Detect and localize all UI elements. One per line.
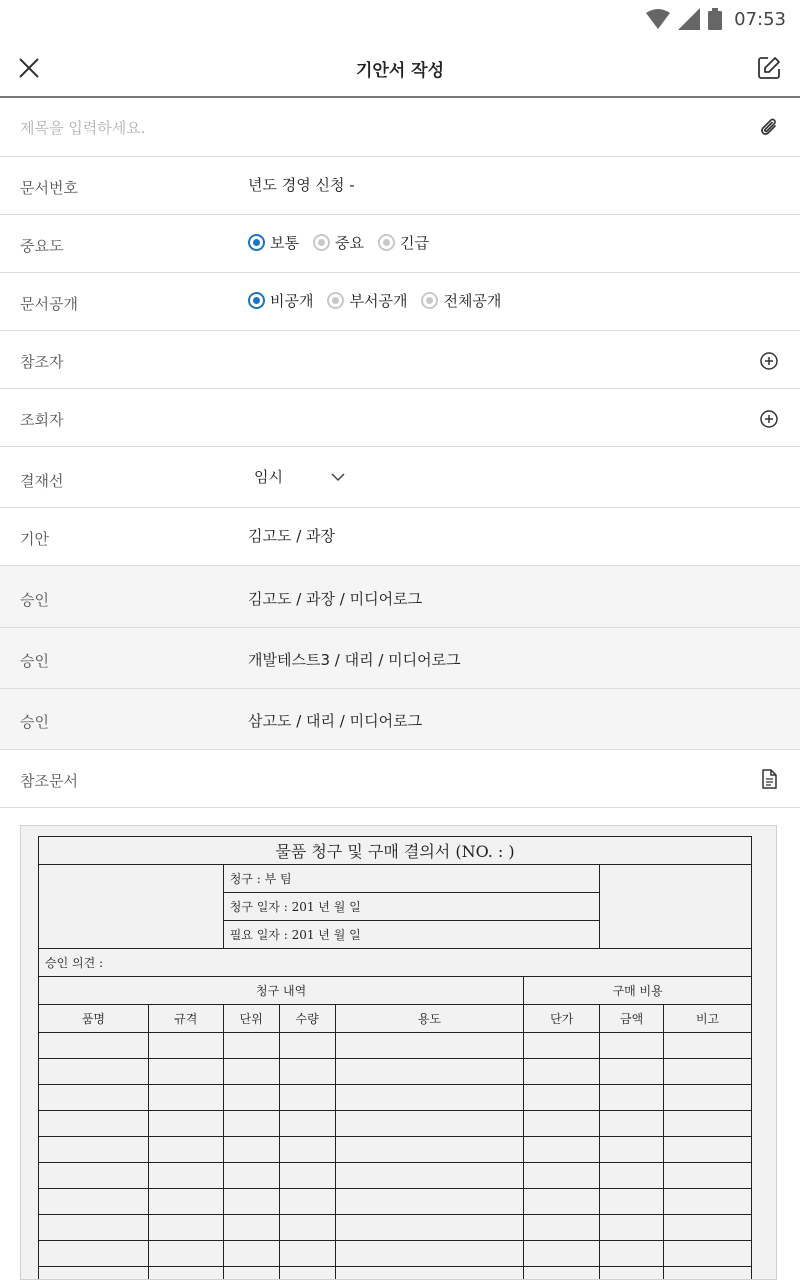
form-empty-cell (279, 1241, 335, 1267)
page-title: 기안서 작성 (355, 61, 445, 81)
disclosure-option-private[interactable]: 비공개 (248, 290, 313, 311)
form-empty-row (39, 1033, 752, 1059)
form-needed-date: 필요 일자 : 201 년 월 일 (223, 921, 599, 949)
add-cc-icon[interactable] (758, 350, 780, 372)
chevron-down-icon (331, 472, 345, 482)
form-column-header: 품명 (39, 1005, 149, 1033)
form-title: 물품 청구 및 구매 결의서 (NO. : ) (39, 837, 752, 865)
form-empty-cell (223, 1163, 279, 1189)
form-empty-cell (148, 1241, 223, 1267)
form-empty-cell (39, 1033, 149, 1059)
form-empty-cell (148, 1163, 223, 1189)
approval-line-label: 결재선 (20, 472, 64, 490)
form-empty-cell (148, 1059, 223, 1085)
form-empty-cell (600, 1215, 664, 1241)
form-empty-cell (664, 1163, 752, 1189)
cc-label: 참조자 (20, 353, 64, 371)
form-empty-cell (39, 1111, 149, 1137)
form-empty-cell (664, 1059, 752, 1085)
approval-line-row (0, 447, 800, 508)
form-empty-cell (39, 1267, 149, 1280)
approval-line-select[interactable] (254, 466, 345, 487)
form-empty-cell (524, 1163, 600, 1189)
form-column-header: 단위 (223, 1005, 279, 1033)
form-empty-cell (223, 1111, 279, 1137)
form-empty-cell (335, 1059, 524, 1085)
form-empty-cell (664, 1241, 752, 1267)
approver-label: 승인 (20, 713, 49, 731)
form-column-header: 단가 (524, 1005, 600, 1033)
attachment-icon[interactable] (758, 117, 780, 139)
form-empty-cell (39, 1163, 149, 1189)
form-column-header: 비고 (664, 1005, 752, 1033)
form-empty-cell (279, 1163, 335, 1189)
form-approval-opinion: 승인 의견 : (39, 949, 752, 977)
form-empty-cell (664, 1085, 752, 1111)
radio-icon (421, 292, 438, 309)
form-empty-row (39, 1111, 752, 1137)
form-blank-cell (39, 865, 224, 949)
form-empty-cell (279, 1137, 335, 1163)
app-bar (0, 38, 800, 98)
document-preview[interactable] (20, 825, 777, 1280)
form-empty-cell (148, 1267, 223, 1280)
form-empty-cell (279, 1111, 335, 1137)
form-empty-cell (524, 1033, 600, 1059)
form-empty-row (39, 1215, 752, 1241)
approver-row (0, 689, 800, 750)
importance-label: 중요도 (20, 237, 64, 255)
form-body (39, 1033, 752, 1280)
form-empty-cell (600, 1033, 664, 1059)
drafter-value: 김고도 / 과장 (248, 527, 336, 545)
form-empty-cell (223, 1137, 279, 1163)
radio-icon (313, 234, 330, 251)
radio-icon (378, 234, 395, 251)
signal-icon (678, 8, 700, 30)
form-empty-cell (664, 1111, 752, 1137)
drafter-label: 기안 (20, 530, 49, 548)
form-empty-cell (524, 1085, 600, 1111)
approver-row (0, 566, 800, 628)
approver-row (0, 628, 800, 689)
form-empty-cell (335, 1215, 524, 1241)
form-empty-cell (148, 1085, 223, 1111)
form-empty-cell (524, 1111, 600, 1137)
form-empty-cell (223, 1241, 279, 1267)
importance-option-important[interactable]: 중요 (313, 232, 364, 253)
form-empty-cell (148, 1137, 223, 1163)
form-column-header: 규격 (148, 1005, 223, 1033)
viewer-row (0, 389, 800, 447)
approver-label: 승인 (20, 652, 49, 670)
form-empty-cell (664, 1137, 752, 1163)
form-empty-cell (335, 1241, 524, 1267)
form-empty-cell (223, 1033, 279, 1059)
form-empty-cell (524, 1215, 600, 1241)
add-viewer-icon[interactable] (758, 408, 780, 430)
importance-row (0, 215, 800, 273)
title-row (0, 99, 800, 157)
form-empty-cell (600, 1189, 664, 1215)
form-empty-cell (39, 1085, 149, 1111)
form-empty-row (39, 1137, 752, 1163)
form-empty-cell (600, 1137, 664, 1163)
form-empty-cell (524, 1189, 600, 1215)
form-empty-cell (335, 1163, 524, 1189)
form-blank-cell (600, 865, 752, 949)
importance-radio-group (248, 232, 429, 253)
form-empty-row (39, 1163, 752, 1189)
form-empty-cell (335, 1189, 524, 1215)
form-column-header: 용도 (335, 1005, 524, 1033)
form-column-header: 수량 (279, 1005, 335, 1033)
form-empty-row (39, 1059, 752, 1085)
form-empty-cell (524, 1137, 600, 1163)
form-empty-cell (223, 1189, 279, 1215)
form-empty-cell (279, 1267, 335, 1280)
form-empty-cell (148, 1189, 223, 1215)
form-empty-cell (279, 1059, 335, 1085)
form-empty-cell (600, 1085, 664, 1111)
approver-label: 승인 (20, 591, 49, 609)
form-empty-cell (600, 1267, 664, 1280)
form-column-header: 금액 (600, 1005, 664, 1033)
approver-value: 개발테스트3 / 대리 / 미디어로그 (248, 651, 461, 669)
status-time: 07:53 (734, 8, 786, 30)
form-empty-cell (524, 1059, 600, 1085)
form-empty-row (39, 1085, 752, 1111)
radio-icon (327, 292, 344, 309)
form-empty-cell (600, 1241, 664, 1267)
edit-icon[interactable] (756, 55, 782, 81)
form-section-cost: 구매 비용 (524, 977, 752, 1005)
form-empty-cell (664, 1189, 752, 1215)
form-empty-cell (524, 1241, 600, 1267)
form-empty-cell (664, 1215, 752, 1241)
form-empty-cell (39, 1059, 149, 1085)
form-empty-cell (335, 1085, 524, 1111)
radio-selected-icon (248, 292, 265, 309)
form-empty-cell (223, 1085, 279, 1111)
importance-option-normal[interactable]: 보통 (248, 232, 299, 253)
drafter-row (0, 508, 800, 566)
form-empty-cell (279, 1033, 335, 1059)
form-empty-cell (524, 1267, 600, 1280)
title-input[interactable] (20, 119, 700, 137)
form-empty-cell (279, 1215, 335, 1241)
form-empty-cell (39, 1189, 149, 1215)
approver-value: 김고도 / 과장 / 미디어로그 (248, 590, 423, 608)
importance-option-urgent[interactable]: 긴급 (378, 232, 429, 253)
form-empty-cell (223, 1059, 279, 1085)
viewer-label: 조회자 (20, 411, 64, 429)
disclosure-radio-group (248, 290, 501, 311)
form-empty-cell (664, 1033, 752, 1059)
document-icon[interactable] (758, 768, 780, 790)
form-empty-cell (148, 1111, 223, 1137)
disclosure-row (0, 273, 800, 331)
form-request-dept: 청구 : 부 팀 (223, 865, 599, 893)
form-section-request: 청구 내역 (39, 977, 524, 1005)
form-empty-cell (335, 1267, 524, 1280)
ref-doc-row (0, 750, 800, 808)
form-empty-cell (600, 1059, 664, 1085)
form-empty-row (39, 1189, 752, 1215)
form-empty-cell (279, 1189, 335, 1215)
wifi-icon (646, 9, 670, 29)
ref-doc-label: 참조문서 (20, 772, 78, 790)
form-empty-cell (148, 1215, 223, 1241)
purchase-request-form (38, 836, 752, 1280)
battery-icon (708, 8, 722, 30)
form-empty-cell (335, 1137, 524, 1163)
form-empty-cell (223, 1267, 279, 1280)
disclosure-option-public[interactable]: 전체공개 (421, 290, 501, 311)
disclosure-label: 문서공개 (20, 295, 78, 313)
form-empty-row (39, 1241, 752, 1267)
form-empty-cell (39, 1137, 149, 1163)
doc-number-row (0, 157, 800, 215)
form-empty-cell (335, 1111, 524, 1137)
form-empty-cell (335, 1033, 524, 1059)
form-empty-cell (600, 1163, 664, 1189)
form-request-date: 청구 일자 : 201 년 월 일 (223, 893, 599, 921)
disclosure-option-department[interactable]: 부서공개 (327, 290, 407, 311)
doc-number-label: 문서번호 (20, 179, 78, 197)
form-empty-cell (39, 1215, 149, 1241)
form-empty-row (39, 1267, 752, 1280)
form-empty-cell (148, 1033, 223, 1059)
form-empty-cell (600, 1111, 664, 1137)
approver-value: 삼고도 / 대리 / 미디어로그 (248, 712, 423, 730)
status-bar (0, 0, 800, 38)
cc-row (0, 331, 800, 389)
form-empty-cell (223, 1215, 279, 1241)
form-empty-cell (279, 1085, 335, 1111)
form-empty-cell (39, 1241, 149, 1267)
radio-selected-icon (248, 234, 265, 251)
doc-number-value[interactable]: 년도 경영 신청 - (248, 176, 355, 194)
approval-line-value: 임시 (254, 468, 283, 486)
form-empty-cell (664, 1267, 752, 1280)
